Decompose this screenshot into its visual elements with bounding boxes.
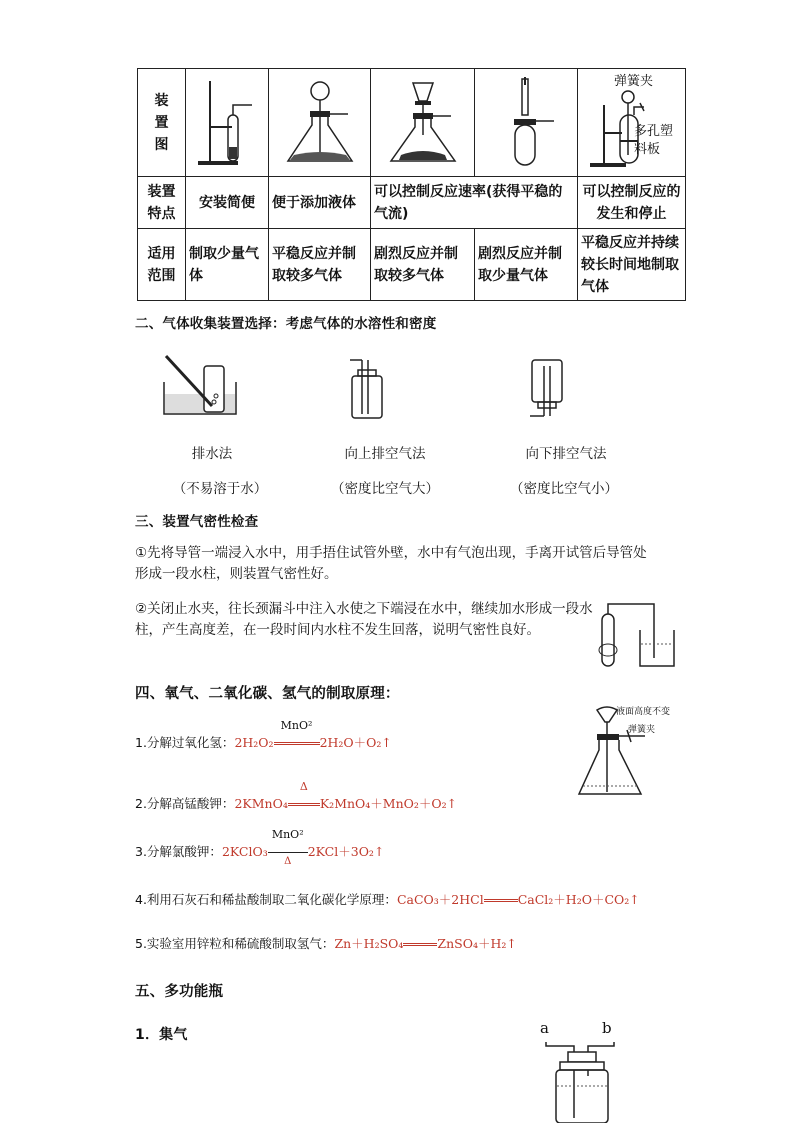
section2-title: 二、气体收集装置选择：考虑气体的水溶性和密度	[135, 316, 437, 332]
row-header-diagram: 装置图	[138, 69, 186, 177]
feature-cell-4: 可以控制反应的发生和停止	[578, 177, 686, 229]
diagram-water-displacement	[160, 352, 240, 422]
equation-h2o2: 1.分解过氧化氢：2H₂O₂ MnO² 2H₂O＋O₂↑	[135, 719, 392, 750]
diagram-flask-separatory-funnel	[371, 69, 475, 177]
apparatus-table	[137, 68, 686, 301]
section4-title: 四、氧气、二氧化碳、氢气的制取原理：	[135, 686, 400, 702]
equation-caco3: 4.利用石灰石和稀盐酸制取二氧化碳化学原理：CaCO₃＋2HCl CaCl₂＋H₂O＋CO₂↑	[135, 892, 640, 907]
scope-cell-4: 剧烈反应并制取少量气体	[475, 229, 578, 301]
equation-kclo3: 3.分解氯酸钾：2KClO₃ MnO² Δ 2KCl＋3O₂↑	[135, 828, 385, 867]
condition-mno2-heat: MnO² Δ	[268, 844, 308, 859]
label-b: b	[602, 1019, 612, 1037]
scope-cell-5: 平稳反应并持续较长时间地制取气体	[578, 229, 686, 301]
airtight-check-2: ②关闭止水夹，往长颈漏斗中注入水使之下端浸在水中，继续加水形成一段水柱，产生高度差，在一段时间内水柱不发生回落，说明气密性良好。	[135, 601, 593, 638]
feature-cell-1: 安装简便	[186, 177, 269, 229]
label-spring-clip-2: 弹簧夹	[628, 725, 656, 735]
row-header-scope: 适用范围	[138, 229, 186, 301]
method-name-3: 向下排空气法	[525, 446, 607, 462]
method-name-1: 排水法	[191, 446, 233, 462]
condition-mno2: MnO²	[274, 735, 320, 750]
equation-kmno4: 2.分解高锰酸钾：2KMnO₄ Δ K₂MnO₄＋MnO₂＋O₂↑	[135, 780, 458, 811]
method-note-3: （密度比空气小）	[510, 481, 618, 497]
method-note-2: （密度比空气大）	[331, 481, 439, 497]
condition-heat: Δ	[288, 796, 320, 811]
scope-cell-3: 剧烈反应并制取较多气体	[371, 229, 475, 301]
label-level-unchanged: 液面高度不变	[616, 707, 671, 717]
section5-title: 五、多功能瓶	[135, 984, 224, 1000]
diagram-test-tube-stand	[186, 69, 269, 177]
diagram-airtight-test	[592, 598, 682, 670]
label-a: a	[540, 1019, 549, 1037]
row-header-features: 装置特点	[138, 177, 186, 229]
label-porous-plate: 多孔塑料板	[634, 124, 674, 157]
diagram-downward-air	[520, 356, 580, 422]
scope-cell-2: 平稳反应并制取较多气体	[269, 229, 371, 301]
scope-cell-1: 制取少量气体	[186, 229, 269, 301]
diagram-test-tube-syringe	[475, 69, 578, 177]
method-name-2: 向上排空气法	[344, 446, 426, 462]
equation-zn: 5.实验室用锌粒和稀硫酸制取氢气：Zn＋H₂SO₄ ZnSO₄＋H₂↑	[135, 936, 517, 951]
diagram-upward-air	[340, 356, 400, 422]
method-note-1: （不易溶于水）	[172, 481, 268, 497]
feature-cell-2: 便于添加液体	[269, 177, 371, 229]
diagram-flask-funnel	[269, 69, 371, 177]
airtight-check-1: ①先将导管一端浸入水中，用手捂住试管外壁，水中有气泡出现，手离开试管后导管处形成一段水柱，则装置气密性好。	[135, 545, 647, 582]
section5-sub1: 1．集气	[135, 1027, 188, 1043]
section3-title: 三、装置气密性检查	[135, 514, 259, 530]
label-spring-clip: 弹簧夹	[614, 74, 654, 89]
diagram-multifunction-bottle	[538, 1036, 628, 1123]
feature-cell-3: 可以控制反应速率(获得平稳的气流)	[371, 177, 578, 229]
diagram-kipp-simplified	[578, 69, 686, 177]
